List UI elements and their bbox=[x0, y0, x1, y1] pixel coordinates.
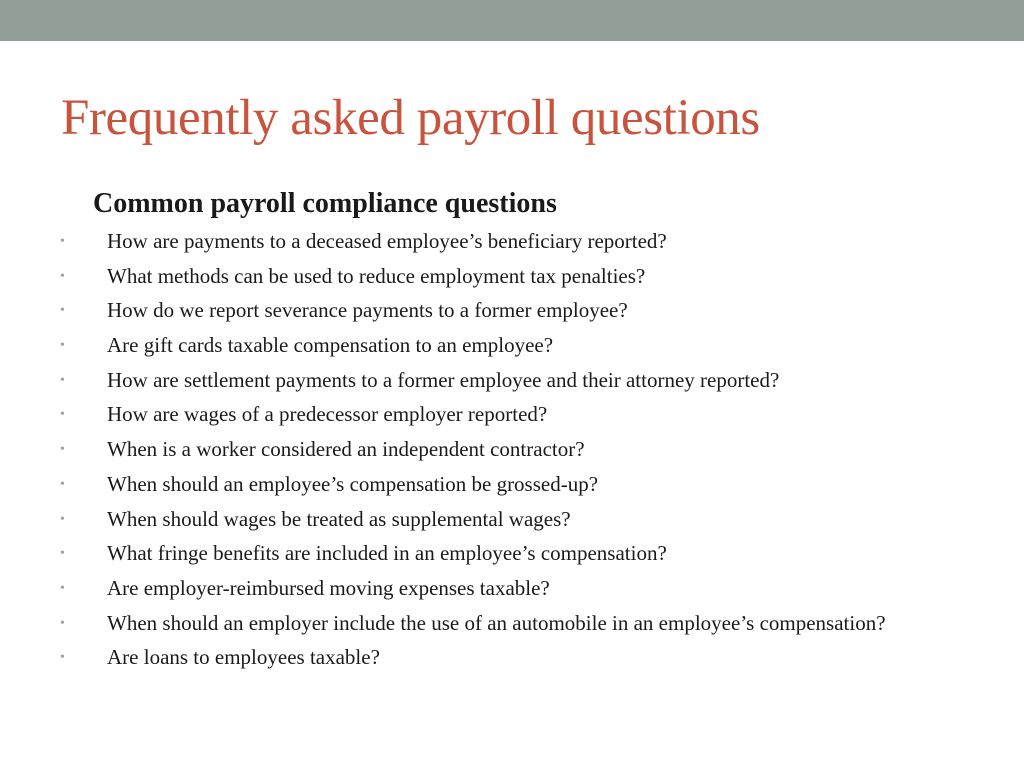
bullet-text: How are wages of a predecessor employer reported? bbox=[107, 402, 548, 427]
bullet-item bbox=[0, 367, 1024, 394]
bullet-text: When is a worker considered an independent contractor? bbox=[107, 437, 585, 462]
bullet-item bbox=[0, 471, 1024, 498]
slide-title: Frequently asked payroll questions bbox=[61, 90, 760, 146]
bullet-item bbox=[0, 263, 1024, 290]
bullet-marker-icon: • bbox=[60, 303, 65, 319]
bullet-item bbox=[0, 610, 1024, 637]
bullet-item bbox=[0, 401, 1024, 428]
bullet-item bbox=[0, 575, 1024, 602]
bullet-item bbox=[0, 436, 1024, 463]
top-band bbox=[0, 0, 1024, 41]
bullet-text: How do we report severance payments to a former employee? bbox=[107, 298, 628, 323]
bullet-marker-icon: • bbox=[60, 580, 65, 596]
bullet-marker-icon: • bbox=[60, 546, 65, 562]
bullet-marker-icon: • bbox=[60, 338, 65, 354]
bullet-text: How are settlement payments to a former employee and their attorney reported? bbox=[107, 367, 780, 392]
bullet-marker-icon: • bbox=[60, 268, 65, 284]
bullet-item bbox=[0, 644, 1024, 671]
bullet-text: How are payments to a deceased employee’s beneficiary reported? bbox=[107, 229, 667, 253]
bullet-item bbox=[0, 228, 1024, 255]
bullet-text: When should an employee’s compensation be grossed-up? bbox=[107, 471, 599, 496]
bullet-text: When should an employer include the use of an automobile in an employee’s compensation? bbox=[107, 610, 886, 635]
bullet-text: Are gift cards taxable compensation to an employee? bbox=[107, 333, 554, 358]
bullet-text: When should wages be treated as supplemental wages? bbox=[107, 506, 571, 531]
bullet-marker-icon: • bbox=[60, 615, 65, 631]
bullet-marker-icon: • bbox=[60, 476, 65, 492]
bullet-marker-icon: • bbox=[60, 442, 65, 458]
bullet-item bbox=[0, 297, 1024, 324]
bullet-marker-icon: • bbox=[60, 511, 65, 527]
bullet-marker-icon: • bbox=[60, 650, 65, 666]
bullet-text: What methods can be used to reduce employment tax penalties? bbox=[107, 263, 646, 288]
bullet-text: What fringe benefits are included in an employee’s compensation? bbox=[107, 541, 667, 566]
bullet-item bbox=[0, 540, 1024, 567]
bullet-text: Are employer-reimbursed moving expenses taxable? bbox=[107, 575, 550, 600]
bullet-marker-icon: • bbox=[60, 407, 65, 423]
bullet-item bbox=[0, 506, 1024, 533]
bullet-marker-icon: • bbox=[60, 234, 65, 249]
bullet-text: Are loans to employees taxable? bbox=[107, 645, 380, 670]
slide-subtitle: Common payroll compliance questions bbox=[93, 188, 557, 219]
bullet-item bbox=[0, 332, 1024, 359]
bullet-list bbox=[0, 228, 1024, 679]
bullet-marker-icon: • bbox=[60, 372, 65, 388]
